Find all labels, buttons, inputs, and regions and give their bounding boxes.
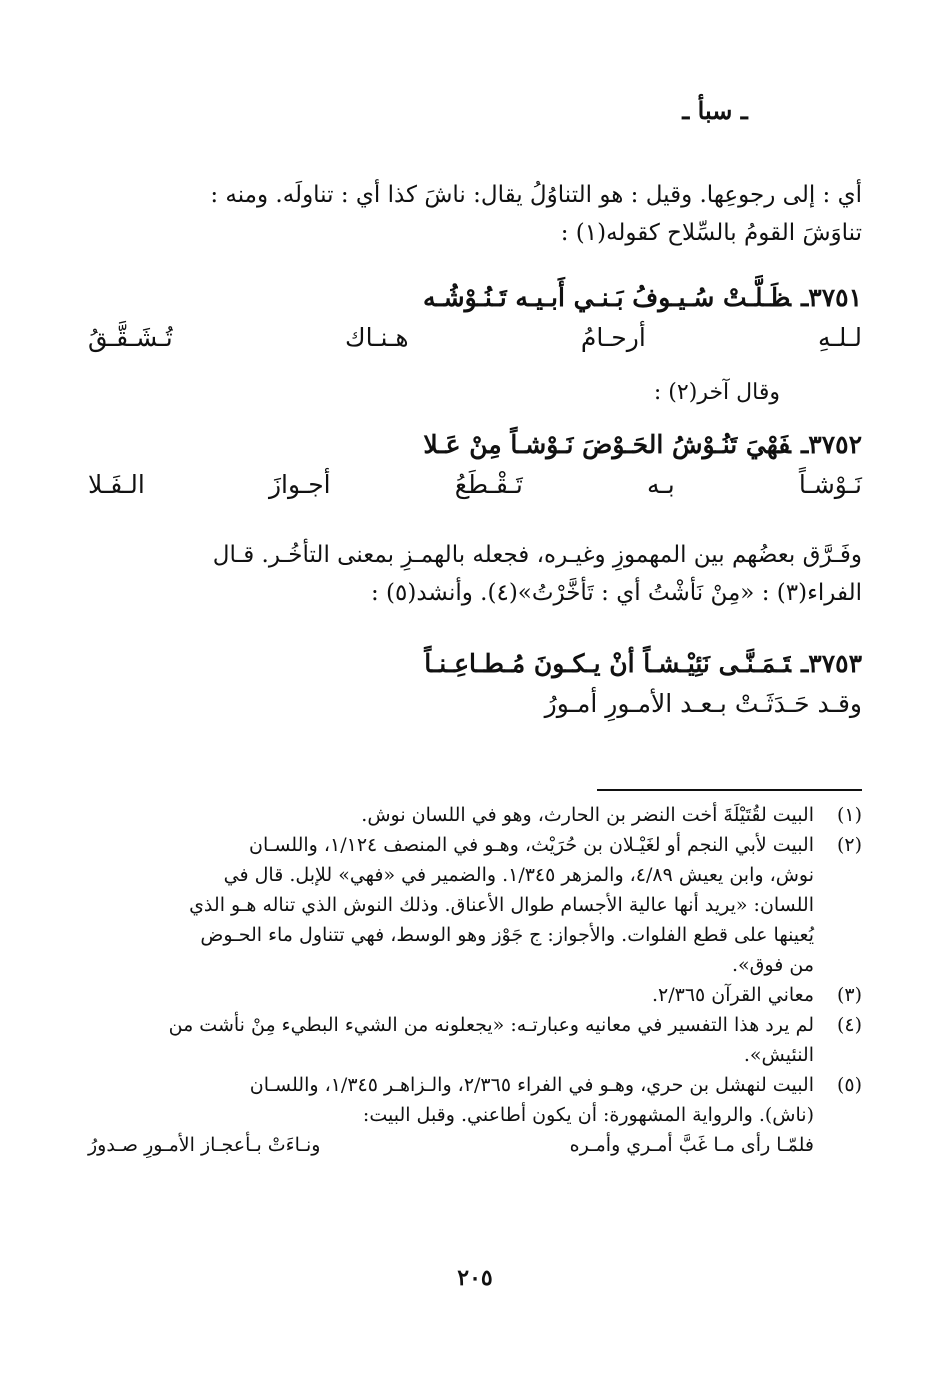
paragraph-1-line-1: أي : إلى رجوعِها. وقيل : هو التناوُلُ يقال: ناشَ كذا أي : تناولَه. ومنه : [210,182,862,208]
verse-3751-first-hemistich [88,278,862,318]
paragraph-2 [88,536,862,612]
verse-3752-first-hemistich [88,425,862,465]
verse-3751-number: ٣٧٥١ـ [800,283,862,312]
footnote-line: النئيش». [743,1044,814,1066]
footnote-line: البيت لقُتَيْلَةَ أخت النضر بن الحارث، وهو في اللسان نوش. [361,804,814,826]
verse-3752-number: ٣٧٥٢ـ [800,430,862,459]
verse-3753-second-hemistich: وقـد حَـدَثَـتْ بـعـد الأمـورِ أمـورُ [544,689,862,718]
footnote-5 [88,1070,862,1160]
footnote-text [88,800,814,830]
footnote-line: البيت لنهشل بن حري، وهـو في الفراء ٢/٣٦٥، والـزاهـر ١/٣٤٥، واللسـان [249,1074,814,1096]
paragraph-2-line-1: وفَـرَّق بعضُهم بين المهموزِ وغيـره، فجعله بالهمـزِ بمعنى التأخُـر. قـال [212,542,862,568]
footnotes [88,800,862,1160]
running-head: ـ سبأ ـ [682,96,748,125]
verse-3753-first-text: تَـمَـنَّـى نَئِيْـشـاً أنْ يـكـونَ مُـطـاعِـنـاً [424,649,791,678]
footnote-line: لم يرد هذا التفسير في معانيه وعبارتـه: «يجعلونه من الشيء البطيء مِنْ نأشت من [168,1014,814,1036]
footnote-number: (٤) [836,1014,862,1036]
footnote-number: (٥) [836,1074,862,1096]
page-number: ٢٠٥ [457,1265,493,1291]
footnote-line: معاني القرآن ٢/٣٦٥. [651,984,814,1006]
footnote-number: (٢) [836,834,862,856]
paragraph-2-line-2: الفراء(٣) : «مِنْ نَأشْتُ أي : تَأخَّرْتُ»(٤). وأنشد(٥) : [370,580,862,606]
footnote-1 [88,800,862,830]
verse-3751-first-text: ظَـلَّـتْ سُـيـوفُ بَـنـي أَبـيـه تَـنُـوْشُـه [422,283,791,312]
verse-3752-first-text: فَهْيَ تَنُـوْشُ الحَـوْضَ نَـوْشـاً مِنْ عَـلا [423,430,791,459]
footnote-verse-second: ونـاءَتْ بـأعجـاز الأمـورِ صـدورُ [88,1134,321,1156]
footnote-line: نوش، وابن يعيش ٤/٨٩، والمزهر ١/٣٤٥. والضمير في «فهي» للإبل. قال في [223,864,814,886]
footnote-number: (٣) [836,984,862,1006]
footnote-text [88,980,814,1010]
footnote-text [88,1070,814,1160]
verse-3751-second-hemistich: لـلـهِ أرحـامُ هـنـاك تُـشَـقَّـقُ [88,323,862,352]
footnote-4 [88,1010,862,1070]
footnote-number: (١) [836,804,862,826]
footnote-line: من فوق». [732,954,814,976]
paragraph-1-line-2: تناوَشَ القومُ بالسِّلاح كقوله(١) : [560,220,862,246]
verse-3753-first-hemistich [88,644,862,684]
footnote-line: (ناش). والرواية المشهورة: أن يكون أطاعني. وقبل البيت: [362,1104,814,1126]
footnote-3 [88,980,862,1010]
verse-3753 [88,644,862,724]
verse-3751 [88,278,862,358]
footnote-2 [88,830,862,980]
footnote-line: البيت لأبي النجم أو لغَيْـلان بن حُرَيْث، وهـو في المنصف ١/١٢٤، واللسـان [249,834,814,856]
verse-2-intro: وقال آخر(٢) : [653,380,780,405]
verse-3752 [88,425,862,505]
footnote-verse [88,1130,814,1160]
footnote-line: يُعينها على قطع الفلوات. والأجواز: ج جَوْز وهو الوسط، فهي تتناول ماء الحـوض [200,924,814,946]
footnote-text [88,830,814,980]
verse-3752-second-hemistich: نَـوْشـاً بـه تَـقْـطَعُ أجـوازَ الـفَـلا [88,470,862,499]
paragraph-1 [88,176,862,252]
footnote-verse-first: فلمّـا رأى مـا غَبَّ أمـري وأمـره [569,1134,814,1156]
verse-3753-number: ٣٧٥٣ـ [800,649,862,678]
footnote-text [88,1010,814,1070]
footnote-line: اللسان: «يريد أنها عالية الأجسام طوال الأعناق. وذلك النوش الذي تناله هـو الذي [189,894,814,916]
footnote-separator [597,789,862,791]
